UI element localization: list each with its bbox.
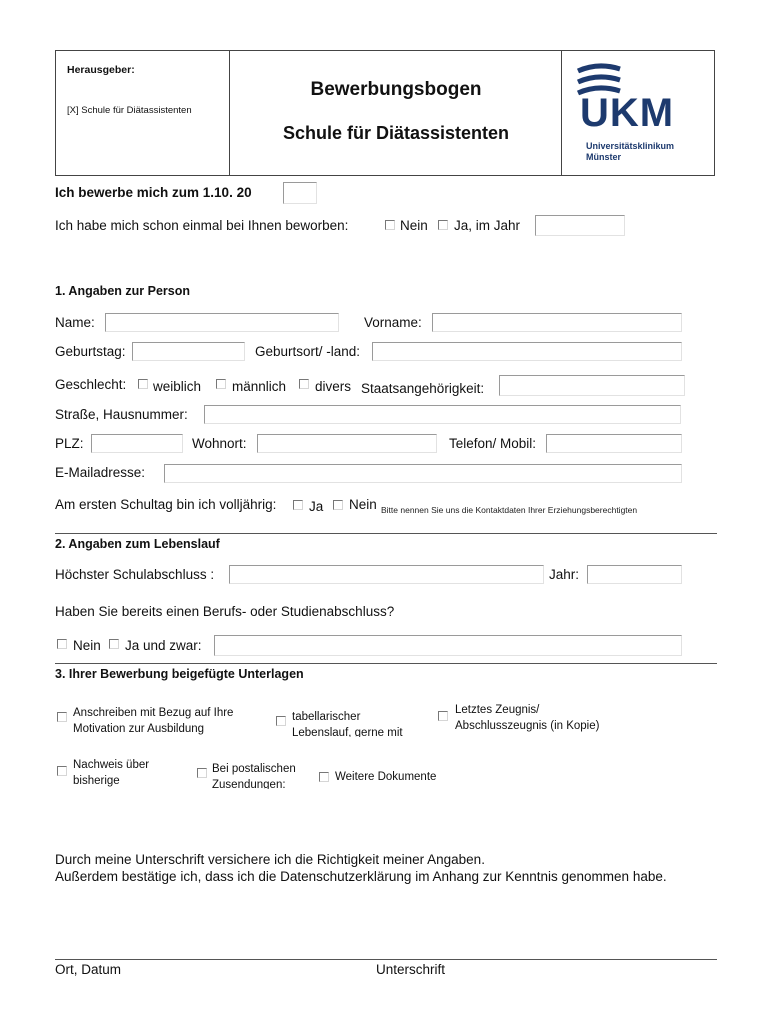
degree-question: Haben Sie bereits einen Berufs- oder Studienabschluss? [55,604,395,619]
email-field[interactable] [164,464,682,483]
degree-yes-label: Ja und zwar: [125,638,202,653]
degree-no-label: Nein [73,638,101,653]
doc-cover-letter-line1: Anschreiben mit Bezug auf Ihre [73,707,234,719]
section1-divider [55,533,717,534]
publisher-label: Herausgeber: [67,64,135,76]
name-label: Name: [55,315,95,330]
firstname-label: Vorname: [364,315,422,330]
section1-heading: 1. Angaben zur Person [55,284,190,298]
name-field[interactable] [105,313,339,332]
doc-other-checkbox[interactable] [319,772,329,782]
school-year-field[interactable] [587,565,682,584]
guardian-note: Bitte nennen Sie uns die Kontaktdaten Ihrer Erziehungsberechtigten [381,505,638,515]
phone-label: Telefon/ Mobil: [449,436,537,451]
adult-yes-label: Ja [309,499,324,514]
form-subtitle: Schule für Diätassistenten [282,123,510,143]
applied-before-yes-label: Ja, im Jahr [454,218,521,233]
section2-divider [55,663,717,664]
doc-postal-line2: Zusendungen: [212,778,286,789]
apply-year-field[interactable] [283,182,317,204]
email-label: E-Mailadresse: [55,465,146,480]
adult-yes-checkbox[interactable] [293,500,303,510]
zip-label: PLZ: [55,436,84,451]
nationality-field[interactable] [499,375,685,396]
degree-detail-field[interactable] [214,635,682,656]
applied-before-yes-checkbox[interactable] [438,220,448,230]
city-field[interactable] [257,434,437,453]
applied-before-no-label: Nein [400,218,428,233]
signature-line [55,959,717,960]
gender-diverse-label: divers [315,379,352,394]
doc-cv-line1: tabellarischer [292,711,361,723]
declaration-line1: Durch meine Unterschrift versichere ich die Richtigkeit meiner Angaben. [55,852,485,867]
birthplace-label: Geburtsort/ -land: [255,344,361,359]
logo-cell [561,51,714,175]
school-year-label: Jahr: [549,567,580,582]
ukm-logo-sub2: Münster [586,152,622,162]
gender-female-label: weiblich [153,379,202,394]
doc-cover-letter-checkbox[interactable] [57,712,67,722]
doc-certificate-line2: Abschlusszeugnis (in Kopie) [455,719,600,732]
doc-cv-checkbox[interactable] [276,716,286,726]
header-box [55,50,715,176]
city-label: Wohnort: [192,436,247,451]
doc-postal-line1: Bei postalischen [212,763,296,775]
doc-cv-line2: Lebenslauf, gerne mit [292,726,403,737]
ukm-logo-sub1: Universitätsklinikum [586,141,675,151]
section3-heading: 3. Ihrer Bewerbung beigefügte Unterlagen [55,667,304,681]
ukm-logo-text: UKM [580,91,675,135]
declaration-line2: Außerdem bestätige ich, dass ich die Datenschutzerklärung im Anhang zur Kenntnis genommen habe. [55,869,667,884]
place-date-label: Ort, Datum [55,962,122,977]
doc-cover-letter-label [73,706,233,737]
section2-heading: 2. Angaben zum Lebenslauf [55,537,220,551]
doc-proof-label [73,758,149,789]
gender-male-checkbox[interactable] [216,379,226,389]
degree-no-checkbox[interactable] [57,639,67,649]
street-label: Straße, Hausnummer: [55,407,188,422]
doc-postal-label [212,762,296,789]
doc-certificate-label [455,703,599,734]
adult-no-checkbox[interactable] [333,500,343,510]
doc-proof-line1: Nachweis über [73,759,150,771]
applied-before-year-field[interactable] [535,215,625,236]
gender-label: Geschlecht: [55,377,127,392]
gender-female-checkbox[interactable] [138,379,148,389]
adult-no-label: Nein [349,497,377,512]
school-label: Höchster Schulabschluss : [55,567,215,582]
gender-male-label: männlich [232,379,287,394]
birthdate-label: Geburtstag: [55,344,126,359]
degree-yes-checkbox[interactable] [109,639,119,649]
doc-cover-letter-line2: Motivation zur Ausbildung [73,722,205,735]
doc-other-label: Weitere Dokumente [335,771,437,783]
apply-start-label: Ich bewerbe mich zum 1.10. 20 [55,185,252,200]
form-title: Bewerbungsbogen [310,79,482,100]
signature-label: Unterschrift [376,962,446,977]
street-field[interactable] [204,405,681,424]
firstname-field[interactable] [432,313,682,332]
doc-proof-line2: bisherige [73,774,120,787]
applied-before-label: Ich habe mich schon einmal bei Ihnen beworben: [55,218,349,233]
adult-label: Am ersten Schultag bin ich volljährig: [55,497,277,512]
birthplace-field[interactable] [372,342,682,361]
doc-certificate-line1: Letztes Zeugnis/ [455,704,540,716]
publisher-cell [56,51,230,175]
school-field[interactable] [229,565,544,584]
doc-postal-checkbox[interactable] [197,768,207,778]
birthdate-field[interactable] [132,342,245,361]
doc-cv-label [292,710,403,737]
phone-field[interactable] [546,434,682,453]
doc-certificate-checkbox[interactable] [438,711,448,721]
nationality-label: Staatsangehörigkeit: [361,381,485,396]
gender-diverse-checkbox[interactable] [299,379,309,389]
applied-before-no-checkbox[interactable] [385,220,395,230]
doc-proof-checkbox[interactable] [57,766,67,776]
zip-field[interactable] [91,434,183,453]
publisher-value: [X] Schule für Diätassistenten [67,105,192,116]
